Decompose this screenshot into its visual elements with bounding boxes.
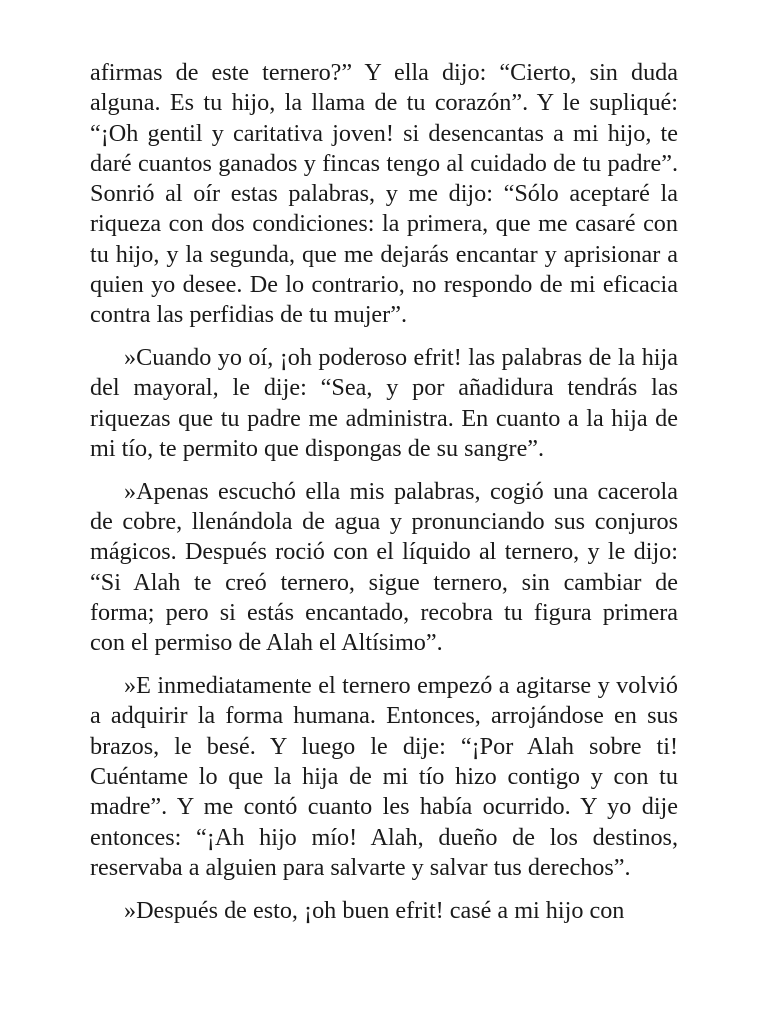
paragraph-4: »E inmediatamente el ternero empezó a agitarse y volvió a adquirir la forma humana. Entonces, arrojándose en sus brazos, le besé. Y luego le dije: “¡Por Alah sobre ti! Cuéntame lo que la hija de mi tío hizo contigo y con tu madre”. Y me contó cuanto les había ocurrido. Y yo dije entonces: “¡Ah hijo mío! Alah, dueño de los destinos, reservaba a alguien para salvarte y salvar tus derechos”. — [90, 672, 678, 881]
document-page — [90, 58, 678, 939]
paragraph-1: afirmas de este ternero?” Y ella dijo: “Cierto, sin duda alguna. Es tu hijo, la llama de tu corazón”. Y le supliqué: “¡Oh gentil y caritativa joven! si desencantas a mi hijo, te daré cuantos ganados y fincas tengo al cuidado de tu padre”. Sonrió al oír estas palabras, y me dijo: “Sólo aceptaré la riqueza con dos condiciones: la primera, que me casaré con tu hijo, y la segunda, que me dejarás encantar y aprisionar a quien yo desee. De lo contrario, no respondo de mi eficacia contra las perfidias de tu mujer”. — [90, 59, 678, 329]
paragraph-3: »Apenas escuchó ella mis palabras, cogió una cacerola de cobre, llenándola de agua y pronunciando sus conjuros mágicos. Después roció con el líquido al ternero, y le dijo: “Si Alah te creó ternero, sigue ternero, sin cambiar de forma; pero si estás encantado, recobra tu figura primera con el permiso de Alah el Altísimo”. — [90, 477, 678, 657]
paragraph-5: »Después de esto, ¡oh buen efrit! casé a mi hijo con — [124, 896, 625, 924]
paragraph-2: »Cuando yo oí, ¡oh poderoso efrit! las palabras de la hija del mayoral, le dije: “Sea, y por añadidura tendrás las riquezas que tu padre me administra. En cuanto a la hija de mi tío, te permito que dispongas de su sangre”. — [90, 344, 678, 463]
